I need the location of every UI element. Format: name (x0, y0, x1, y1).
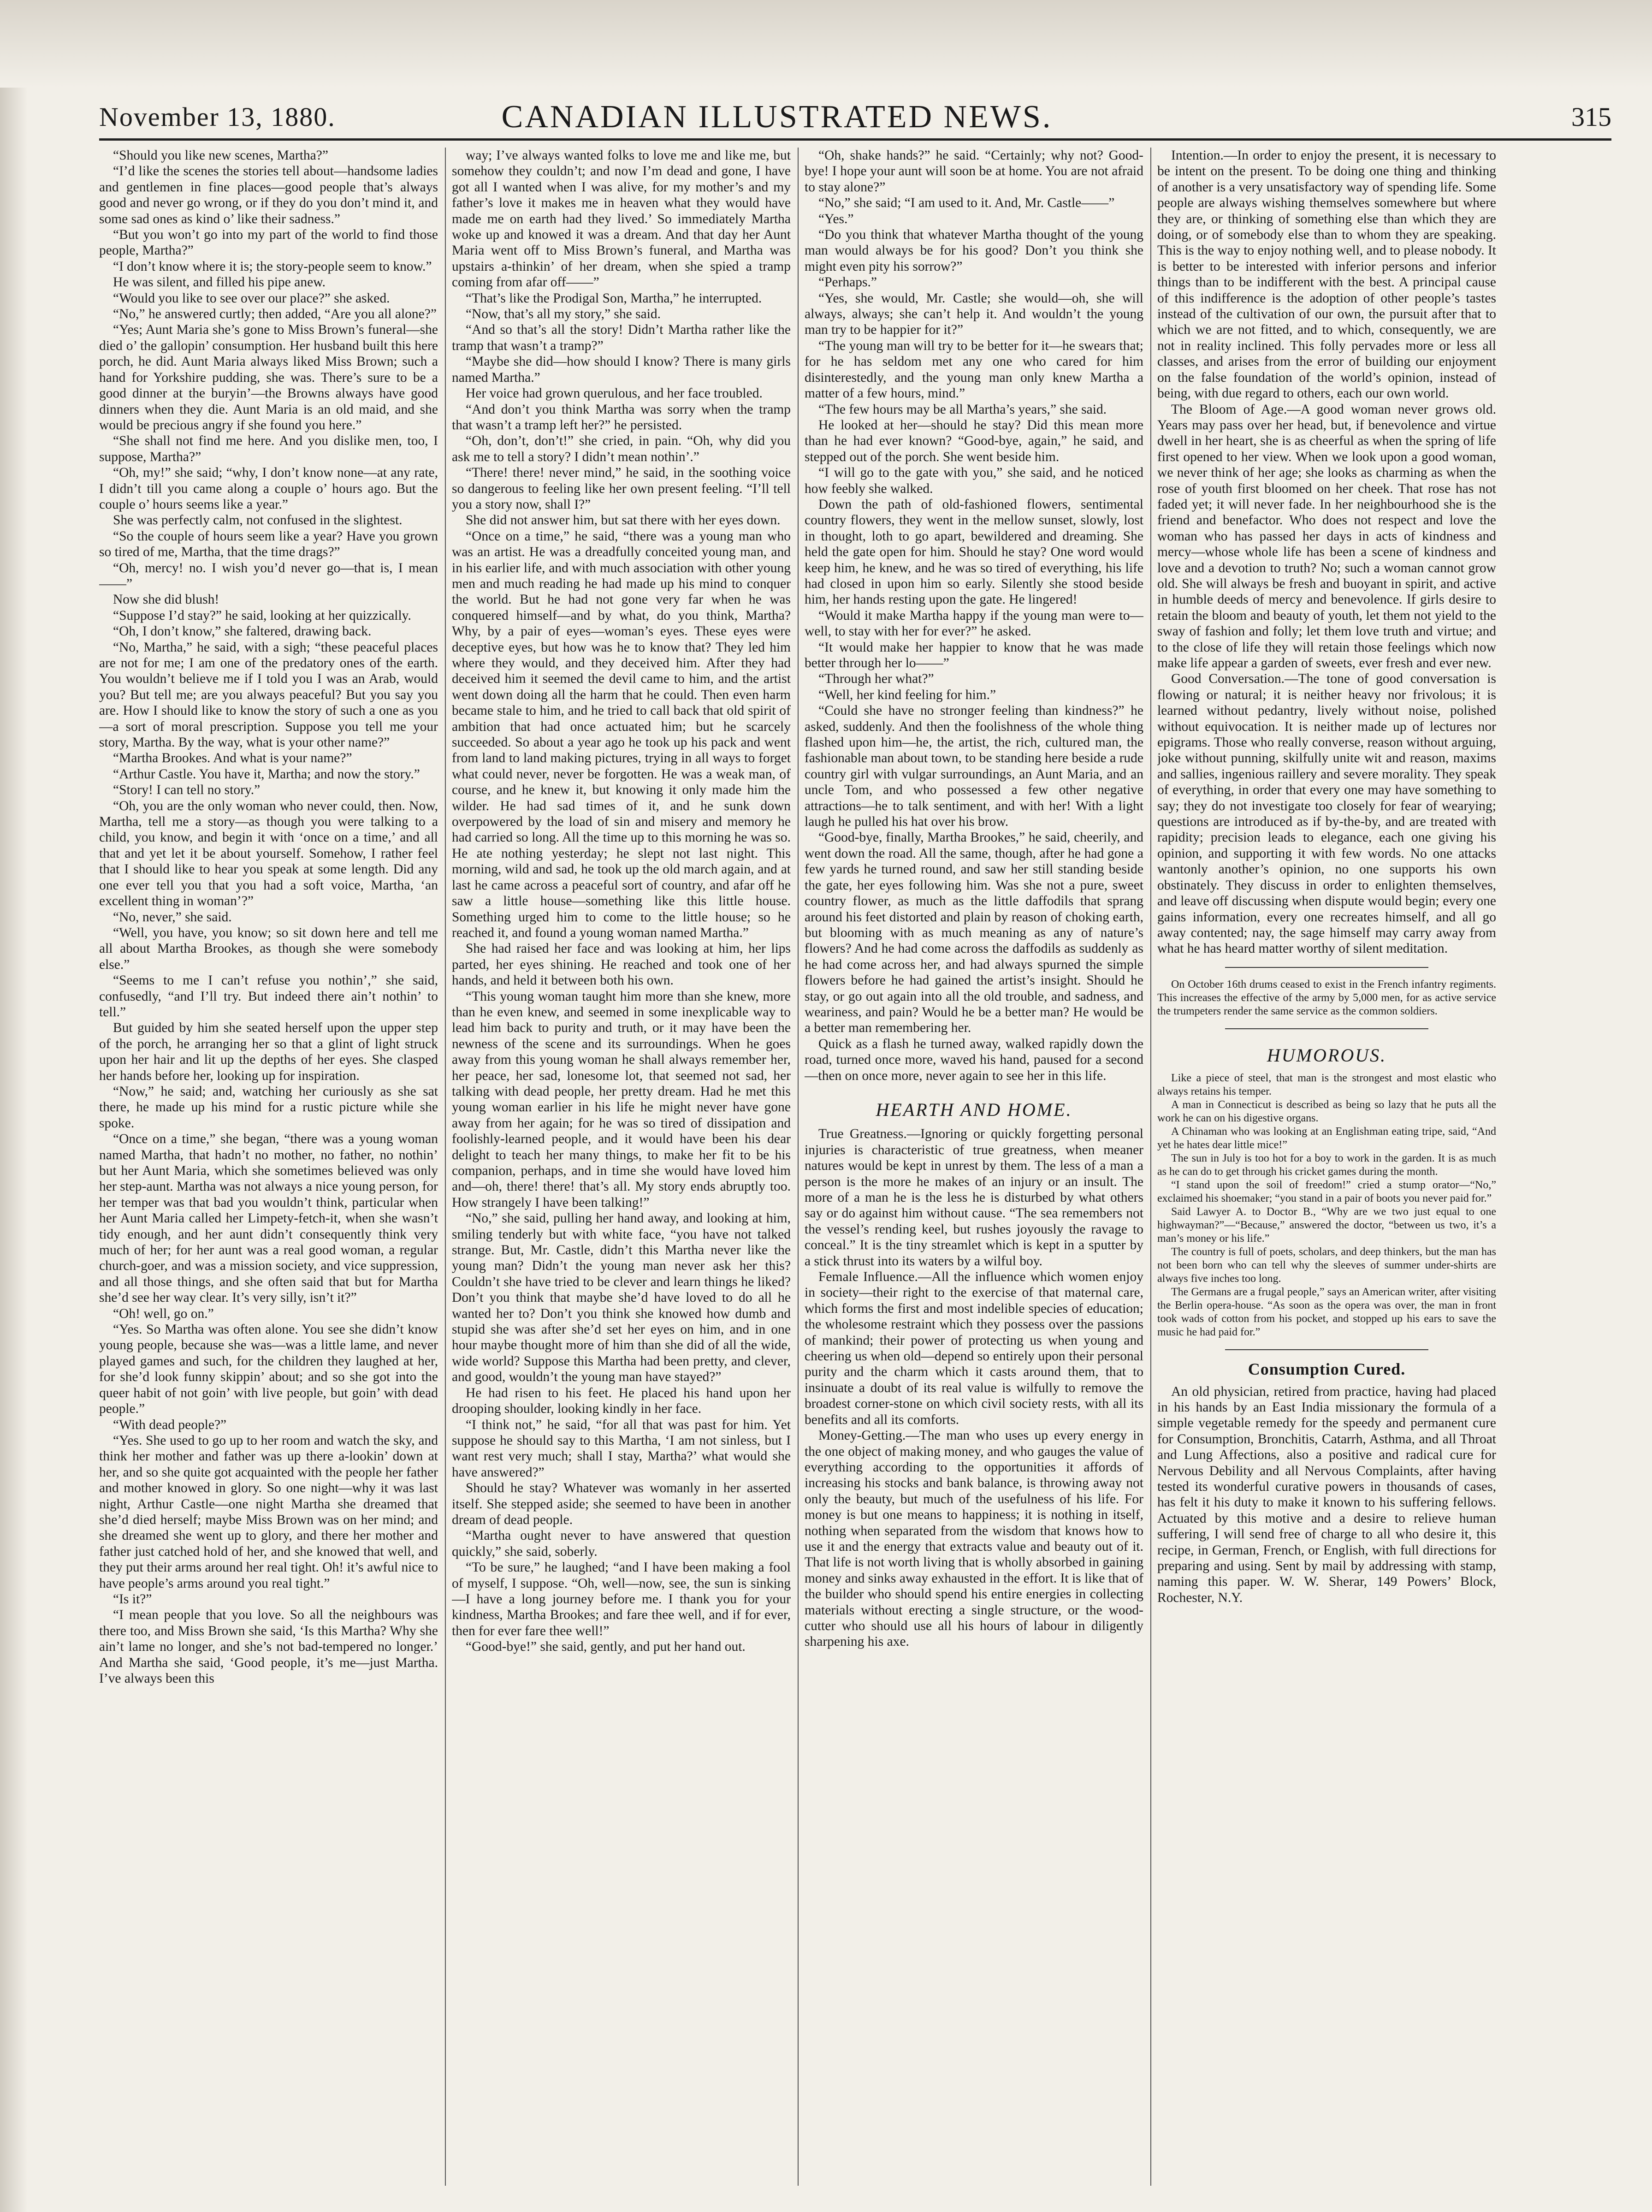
paragraph: “The young man will try to be better for it—he swears that; for he has seldom met any one who cared for him disinterestedly, and the young man only knew Martha a matter of a few hours, mind.” (805, 338, 1143, 401)
paragraph: “No,” she said, pulling her hand away, and looking at him, smiling tenderly but with white face, “you have not talked strange. But, Mr. Castle, didn’t this Martha never like the young man? Didn’t the young man never ask her this? Couldn’t she have tried to be clever and learn things he liked? Don’t you think that maybe she’d have loved to do all he wanted her to? Don’t you think she knowed how dumb and stupid she was after she’d set her eyes on him, and in one hour maybe thought more of him than she did of all the wide, wide world? Suppose this Martha had been pretty, and clever, and good, wouldn’t the young man have stayed?” (452, 1211, 791, 1385)
paragraph: He looked at her—should he stay? Did this mean more than he had ever known? “Good-bye, again,” he said, and stepped out of the porch. She went beside him. (805, 417, 1143, 464)
paragraph: “Oh, shake hands?” he said. “Certainly; why not? Good-bye! I hope your aunt will soon be at home. You are not afraid to stay alone?” (805, 148, 1143, 195)
paragraph: “But you won’t go into my part of the world to find those people, Martha?” (99, 227, 438, 258)
paragraph: She was perfectly calm, not confused in the slightest. (113, 513, 403, 528)
paragraph: A Chinaman who was looking at an Englishman eating tripe, said, “And yet he hates dear little mice!” (1157, 1126, 1496, 1151)
paragraph: He was silent, and filled his pipe anew. (113, 275, 326, 290)
paragraph: “Is it?” (113, 1591, 152, 1607)
paragraph: Female Influence.—All the influence which women enjoy in society—their right to the exercise of that maternal care, which forms the first and most indelible species of education; the wholesome restraint which they possess over the passions of mankind; their power of protecting us when young and cheering us when old—depend so entirely upon their personal purity and the charm which it casts around them, that to insinuate a doubt of its real value is wilfully to remove the broadest corner-stone on which civil society rests, with all its benefits and all its comforts. (805, 1269, 1143, 1427)
paragraph: But guided by him she seated herself upon the upper step of the porch, he arranging her so that a glint of light struck upon her hair and lit up the depths of her eyes. She clasped her hands before her, looking up for inspiration. (99, 1020, 438, 1083)
paragraph: “I’d like the scenes the stories tell about—handsome ladies and gentlemen in fine places—good people that’s always good and never go wrong, or if they do you don’t mind it, and some sad ones as kind o’ like their sadness.” (99, 164, 438, 226)
paragraph: “Yes.” (818, 211, 854, 226)
page-top-shading (0, 0, 1652, 88)
paragraph: A man in Connecticut is described as being so lazy that he puts all the work he can on his digestive organs. (1157, 1099, 1496, 1125)
paragraph: “No,” he answered curtly; then added, “Are you all alone?” (113, 307, 437, 322)
paragraph: “Seems to me I can’t refuse you nothin’,” she said, confusedly, “and I’ll try. But indeed there ain’t nothin’ to tell.” (99, 973, 438, 1020)
paragraph: “Yes, she would, Mr. Castle; she would—oh, she will always, always; she can’t help it. And wouldn’t the young man try to be happier for it?” (805, 291, 1143, 338)
paragraph: “Through her what?” (818, 671, 934, 687)
paragraph: Intention.—In order to enjoy the present, it is necessary to be intent on the present. To be doing one thing and thinking of another is a very unsatisfactory way of spending life. Some people are always wishing themselves somewhere but where they are, or thinking of something else than which they are doing, or of somebody else than to whom they are speaking. This is the way to enjoy nothing well, and to please nobody. It is better to be interested with inferior persons and inferior things than to be indifferent with the best. A principal cause of this indifference is the adoption of other people’s tastes instead of the cultivation of our own, the pursuit after that to which we are not fitted, and to which, consequently, we are not in reality inclined. This folly pervades more or less all classes, and arises from the error of building our enjoyment on the false foundation of the world’s opinion, instead of being, with due regard to others, each our own world. (1157, 148, 1496, 401)
column-1 (99, 148, 438, 2186)
column-4 (1157, 148, 1496, 2186)
paragraph: “Yes. She used to go up to her room and watch the sky, and think her mother and father was up there a-lookin’ down at her, and so she quite got acquainted with the people her father and mother knowed in glory. So one night—why it was last night, Arthur Castle—one night Martha she dreamed that she’d died herself; maybe Miss Brown was on her mind; and she dreamed she went up to glory, and there her mother and father just catched hold of her, and she knowed that well, and they put their arms around her real tight. Oh! it’s awful nice to have people’s arms around you real tight.” (99, 1433, 438, 1591)
paragraph: “It would make her happier to know that he was made better through her lo——” (805, 640, 1143, 670)
paragraph: “Yes. So Martha was often alone. You see she didn’t know young people, because she was—was a little lame, and never played games and such, for the children they laughed at her, for she’d look funny skippin’ about; and so she got into the queer habit of not goin’ with live people, but goin’ with dead people.” (99, 1322, 438, 1417)
advertisement-heading: Consumption Cured. (1248, 1360, 1406, 1379)
paragraph: “Oh! well, go on.” (113, 1306, 214, 1321)
paragraph: “Oh, mercy! no. I wish you’d never go—that is, I mean——” (99, 560, 438, 591)
paragraph: “No, never,” she said. (113, 909, 232, 925)
column-divider (445, 148, 446, 2186)
paragraph: The Bloom of Age.—A good woman never grows old. Years may pass over her head, but, if benevolence and virtue dwell in her heart, she is as cheerful as when the spring of life first opened to her view. When we look upon a good woman, we never think of her age; she looks as charming as when the rose of youth first bloomed on her cheek. That rose has not faded yet; it will never fade. In her neighbourhood she is the friend and benefactor. Who does not respect and love the woman who has passed her days in acts of kindness and mercy—whose whole life has been a scene of kindness and love and a devotion to truth? No; such a woman cannot grow old. She will always be fresh and buoyant in spirit, and active in humble deeds of mercy and benevolence. If girls desire to retain the bloom and beauty of youth, let them not yield to the sway of fashion and folly; let them love truth and virtue; and to the close of life they will retain those feelings which now make life appear a garden of sweets, ever fresh and ever new. (1157, 402, 1496, 670)
paragraph: “Good-bye, finally, Martha Brookes,” he said, cheerily, and went down the road. All the same, though, after he had gone a few yards he turned round, and saw her still standing beside the gate, her eyes following him. Was she not a pure, sweet country flower, as much as the little daffodils that sprang around his feet distorted and plain by reason of choking earth, but blooming with as much meaning as any of nature’s flowers? And he had come across the daffodils as suddenly as he had come across her, and had always spurned the simple flowers before he had gained the artist’s insight. Should he stay, or go out again into all the old trouble, and sadness, and weariness, and pain? Would he be a better man? He would be a better man remembering her. (805, 830, 1143, 1036)
paragraph: “Now, that’s all my story,” she said. (466, 307, 661, 322)
paragraph: “Now,” he said; and, watching her curiously as she sat there, he made up his mind for a rustic picture while she spoke. (99, 1084, 438, 1131)
paragraph: True Greatness.—Ignoring or quickly forgetting personal injuries is characteristic of true greatness, when meaner natures would be kept in unrest by them. The less of a man a person is the more he makes of an injury or an insult. The more of a man he is the less he is disturbed by what others say or do against him without cause. “The sea remembers not the vessel’s rending keel, but rushes joyously the ravage to conceal.” It is the tiny streamlet which is kept in a sputter by a stick thrust into its waters by a wilful boy. (805, 1127, 1143, 1269)
paragraph: “Good-bye!” she said, gently, and put her hand out. (466, 1639, 746, 1655)
paragraph: “Martha ought never to have answered that question quickly,” she said, soberly. (452, 1528, 791, 1559)
paragraph: Should he stay? Whatever was womanly in her asserted itself. She stepped aside; she seemed to have been in another dream of dead people. (452, 1481, 791, 1527)
paragraph: “To be sure,” he laughed; “and I have been making a fool of myself, I suppose. “Oh, well—now, see, the sun is sinking—I have a long journey before me. I thank you for your kindness, Martha Brookes; and fare thee well, and if for ever, then for ever fare thee well!” (452, 1560, 791, 1638)
paragraph: “The few hours may be all Martha’s years,” she said. (818, 402, 1107, 417)
paragraph: “Should you like new scenes, Martha?” (113, 148, 328, 163)
hearth-and-home-section (805, 1126, 1143, 1649)
advertisement-text: An old physician, retired from practice, having had placed in his hands by an East India missionary the formula of a simple vegetable remedy for the speedy and permanent cure for Consumption, Bronchitis, Catarrh, Asthma, and all Throat and Lung Affections, also a positive and radical cure for Nervous Debility and all Nervous Complaints, after having tested its wonderful curative powers in thousands of cases, has felt it his duty to make it known to his suffering fellows. Actuated by this motive and a desire to relieve human suffering, I will send free of charge to all who desire it, this recipe, in German, French, or English, with full directions for preparing and using. Sent by mail by addressing with stamp, naming this paper. W. W. Sherar, 149 Powers’ Block, Rochester, N.Y. (1157, 1384, 1496, 1605)
paragraph: “Suppose I’d stay?” he said, looking at her quizzically. (113, 608, 411, 623)
column-3 (805, 148, 1143, 2186)
paragraph: Down the path of old-fashioned flowers, sentimental country flowers, they went in the mellow sunset, slowly, lost in thought, loth to go apart, bewildered and dreaming. She held the gate open for him. Should he stay? One word would keep him, he knew, and he was so tired of everything, his life had closed in upon him so early. Silently she stood beside him, her hands resting upon the gate. He lingered! (805, 497, 1143, 607)
paragraph: “Once on a time,” he said, “there was a young man who was an artist. He was a dreadfully conceited young man, and in his earlier life, and with much association with other young men and much reading he had made up his mind to conquer the world. But he had not gone very far when he was conquered himself—and by what, do you think, Martha? Why, by a pair of eyes—woman’s eyes. These eyes were deceptive eyes, but how was he to know that? They led him where they would, and they deceived him. After they had deceived him it seemed the devil came to him, and the artist went down doing all the harm that he could. Then even harm became stale to him, and he tried to call back that old spirit of ambition that had once actuated him; but he scarcely succeeded. So about a year ago he took up his pack and went from land to land making pictures, trying in all ways to forget what could never, never be forgotten. He was a weak man, of course, and he knew it, but knowing it only made him the wilder. He had sad times of it, and he sunk down overpowered by the load of sin and misery and memory he had carried so long. All the time up to this morning he was so. He ate nothing yesterday; he slept not last night. This morning, wild and sad, he took up the old march again, and at last he came across a peaceful sort of country, and afar off he saw a little house—something like this little house. Something urged him to come to the little house; so he reached it, and found a young woman named Martha.” (452, 528, 791, 940)
paragraph: “Maybe she did—how should I know? There is many girls named Martha.” (452, 354, 791, 385)
page-number: 315 (1571, 102, 1611, 132)
paragraph: The sun in July is too hot for a boy to work in the garden. It is as much as he can do to get through his cricket games during the month. (1157, 1152, 1496, 1178)
separator-rule (1225, 1028, 1428, 1029)
essay-paragraphs (1157, 148, 1496, 957)
paragraph: “Well, her kind feeling for him.” (818, 687, 996, 702)
paragraph: “I mean people that you love. So all the neighbours was there too, and Miss Brown she said, ‘Is this Martha? Why she ain’t lame no longer, and she’s not bad-tempered no longer.’ And Martha she said, ‘Good people, it’s me—just Martha. I’ve always been this (99, 1607, 438, 1686)
paragraph: “Would it make Martha happy if the young man were to—well, to stay with her for ever?” he asked. (805, 608, 1143, 639)
paragraph: He had risen to his feet. He placed his hand upon her drooping shoulder, looking kindly in her face. (452, 1385, 791, 1417)
paragraph: “Could she have no stronger feeling than kindness?” he asked, suddenly. And then the foolishness of the whole thing flashed upon him—he, the artist, the rich, cultured man, the fashionable man about town, to be standing here beside a rude country girl with vulgar surroundings, an Aunt Maria, and an uncle Tom, and who possessed a few other negative attractions—he to talk sentiment, and with her! With a light laugh he pulled his hat over his brow. (805, 703, 1143, 830)
paragraph: “Martha Brookes. And what is your name?” (113, 751, 352, 766)
paragraph: “Well, you have, you know; so sit down here and tell me all about Martha Brookes, as though she were somebody else.” (99, 925, 438, 972)
paragraph: “I stand upon the soil of freedom!” cried a stump orator—“No,” exclaimed his shoemaker; “you stand in a pair of boots you never paid for.” (1157, 1179, 1496, 1205)
masthead-rule (99, 138, 1611, 141)
paragraph: “Yes; Aunt Maria she’s gone to Miss Brown’s funeral—she died o’ the gallopin’ consumption. Her husband built this here porch, he did. Aunt Maria always liked Miss Brown; such a hand for Yorkshire pudding, she was. There’s sure to be a good dinner at the buryin’—the Browns always have good dinners when they die. Aunt Maria is an old maid, and she would be precious angry if she found you here.” (99, 322, 438, 433)
section-heading-humorous: HUMOROUS. (1267, 1044, 1387, 1066)
paragraph: Money-Getting.—The man who uses up every energy in the one object of making money, and who gauges the value of everything according to the opportunities it affords of increasing his stocks and bank balance, is throwing away not only the beauty, but much of the usefulness of his life. For money is but one means to happiness; it is nothing in itself, nothing when separated from the wisdom that knows how to use it and the energy that extracts value and beauty out of it. That life is not worth living that is wholly absorbed in gaining money and sinks away exhausted in the effort. It is like that of the builder who should spend his entire energies in collecting materials without erecting a single structure, or the wood-cutter who should use all his hours of labour in diligently sharpening his axe. (805, 1428, 1143, 1649)
column-2 (452, 148, 791, 2186)
section-heading-hearth-and-home: HEARTH AND HOME. (876, 1099, 1072, 1120)
humorous-items (1157, 1072, 1496, 1339)
paragraph: Her voice had grown querulous, and her face troubled. (466, 386, 763, 401)
paragraph: “She shall not find me here. And you dislike men, too, I suppose, Martha?” (99, 433, 438, 464)
paragraph: “Do you think that whatever Martha thought of the young man would always be for his good? Don’t you think she might even pity his sorrow?” (805, 227, 1143, 274)
separator-rule (1225, 967, 1428, 968)
masthead (99, 92, 1611, 138)
paragraph: She had raised her face and was looking at him, her lips parted, her eyes shining. He reached and took one of her hands, and held it between both his own. (452, 941, 791, 988)
column-divider (1150, 148, 1151, 2186)
page-edge-shadow (0, 0, 28, 2212)
paragraph: “That’s like the Prodigal Son, Martha,” he interrupted. (466, 291, 762, 306)
paragraph: “There! there! never mind,” he said, in the soothing voice so dangerous to feeling like her own present feeling. “I’ll tell you a story now, shall I?” (452, 465, 791, 512)
paragraph: “Oh, my!” she said; “why, I don’t know none—at any rate, I didn’t till you came along a couple o’ hours ago. But the couple o’ hours seems like a year.” (99, 465, 438, 512)
paragraph: Said Lawyer A. to Doctor B., “Why are we two just equal to one highwayman?”—“Because,” answered the doctor, “between us two, it’s a man’s money or his life.” (1157, 1206, 1496, 1245)
paragraph: “And so that’s all the story! Didn’t Martha rather like the tramp that wasn’t a tramp?” (452, 322, 791, 353)
paragraph: “I don’t know where it is; the story-people seem to know.” (113, 259, 432, 274)
paragraph: “I will go to the gate with you,” she said, and he noticed how feebly she walked. (805, 465, 1143, 496)
paragraph: She did not answer him, but sat there with her eyes down. (466, 513, 781, 528)
paragraph: “So the couple of hours seem like a year? Have you grown so tired of me, Martha, that the time drags?” (99, 528, 438, 560)
paragraph: Like a piece of steel, that man is the strongest and most elastic who always retains his temper. (1157, 1072, 1496, 1098)
paragraph: way; I’ve always wanted folks to love me and like me, but somehow they couldn’t; and now I’m dead and gone, I have got all I wanted when I was alive, for my mother’s and my father’s love it makes me in heaven what they would have made me on earth had they lived.’ So immediately Martha woke up and knowed it was a dream. And that day her Aunt Maria went off to Miss Brown’s funeral, and Martha was upstairs a-thinkin’ of her dream, when she spied a tramp coming from afar off——” (452, 148, 791, 290)
paragraph: The country is full of poets, scholars, and deep thinkers, but the man has not been born who can tell why the sleeves of summer under-shirts are always five inches too long. (1157, 1246, 1496, 1285)
paragraph: “I think not,” he said, “for all that was past for him. Yet suppose he should say to this Martha, ‘I am not sinless, but I want rest very much; shall I stay, Martha?’ what would she have answered?” (452, 1417, 791, 1480)
paragraph: “Arthur Castle. You have it, Martha; and now the story.” (113, 766, 420, 782)
paragraph: Good Conversation.—The tone of good conversation is flowing or natural; it is neither heavy nor frivolous; it is learned without pedantry, lively without noise, polished without equivocation. It is neither made up of lectures nor epigrams. Those who really converse, reason without arguing, joke without punning, skilfully unite wit and reason, maxims and sallies, ingenious raillery and severe morality. They speak of everything, in order that every one may have something to say; they do not investigate too closely for fear of wearying; questions are introduced as if by-the-by, and are treated with rapidity; precision leads to elegance, each one giving his opinion, and supporting it with few words. No one attacks wantonly another’s opinion, no one supports his own obstinately. They discuss in order to enlighten themselves, and leave off discussing when dispute would begin; every one gains information, every one recreates himself, and all go away contented; nay, the sage himself may carry away from what he has heard matter worthy of silent meditation. (1157, 671, 1496, 956)
paragraph: “No,” she said; “I am used to it. And, Mr. Castle——” (818, 196, 1115, 211)
paragraph: “Oh, I don’t know,” she faltered, drawing back. (113, 624, 372, 639)
drums-note: On October 16th drums ceased to exist in the French infantry regiments. This increases the effective of the army by 5,000 men, for as active service the trumpeters render the same service as the common soldiers. (1157, 978, 1496, 1017)
paragraph: Now she did blush! (113, 592, 219, 607)
paragraph: “This young woman taught him more than she knew, more than he even knew, and seemed in some inexplicable way to lead him back to purity and truth, or it may have been the newness of the scene and its surroundings. When he goes away from this young woman he shall always remember her, her peace, her sad, lonesome lot, that seemed not sad, her talking with dead people, her pretty dream. Had he met this young woman earlier in his life he might never have gone away from her again; for he was so tired of dissipation and foolishly-learned people, and it would have been his dear delight to teach her many things, to make her fit to be his companion, perhaps, and in time she would have loved him and—oh, there! there! that’s all. My story ends abruptly too. How strangely I have been talking!” (452, 989, 791, 1210)
paragraph: “Once on a time,” she began, “there was a young woman named Martha, that hadn’t no mother, no father, no nothin’ but her Aunt Maria, which she sometimes believed was only her step-aunt. Martha was not always a nice young person, for her temper was that bad you wouldn’t think, particular when her Aunt Maria called her Limpety-fetch-it, when she wasn’t tidy enough, and her aunt didn’t consequently think very much of her; for her aunt was a real good woman, a regular church-goer, and was a mission society, and vice suppression, and all those things, and she often said that but for Martha she’d see her way clear. It’s very silly, isn’t it?” (99, 1132, 438, 1305)
column-divider (798, 148, 799, 2186)
paragraph: The Germans are a frugal people,” says an American writer, after visiting the Berlin opera-house. “As soon as the opera was over, the man in front took wads of cotton from his pocket, and stopped up his ears to save the music he had paid for.” (1157, 1286, 1496, 1339)
issue-date: November 13, 1880. (99, 102, 336, 132)
paragraph: “And don’t you think Martha was sorry when the tramp that wasn’t a tramp left her?” he persisted. (452, 402, 791, 433)
paragraph: “Oh, you are the only woman who never could, then. Now, Martha, tell me a story—as though you were talking to a child, you know, and begin it with ‘once on a time,’ and all that and yet let it be about yourself. Somehow, I rather feel that I should like to hear you speak at some length. Did any one ever tell you that you had a soft voice, Martha, ‘an excellent thing in woman’?” (99, 798, 438, 909)
paragraph: “No, Martha,” he said, with a sigh; “these peaceful places are not for me; I am one of the predatory ones of the earth. You wouldn’t believe me if I told you I was an Arab, would you? But tell me; are you always peaceful? But you say you are. How I should like to know the story of such a one as you—a sort of moral prescription. Suppose you tell me your story, Martha. By the way, what is your other name?” (99, 640, 438, 750)
paragraph: “Would you like to see over our place?” she asked. (113, 291, 390, 306)
paragraph: “Oh, don’t, don’t!” she cried, in pain. “Oh, why did you ask me to tell a story? I didn’t mean nothin’.” (452, 433, 791, 464)
paragraph: “Perhaps.” (818, 275, 877, 290)
paragraph: “Story! I can tell no story.” (113, 783, 261, 798)
separator-rule (1225, 1349, 1428, 1350)
publication-title: CANADIAN ILLUSTRATED NEWS. (501, 99, 1053, 135)
paragraph: “With dead people?” (113, 1417, 227, 1432)
story-continuation (805, 148, 1143, 1084)
paragraph: Quick as a flash he turned away, walked rapidly down the road, turned once more, waved his hand, paused for a second—then on once more, never again to see her in this life. (805, 1036, 1143, 1083)
